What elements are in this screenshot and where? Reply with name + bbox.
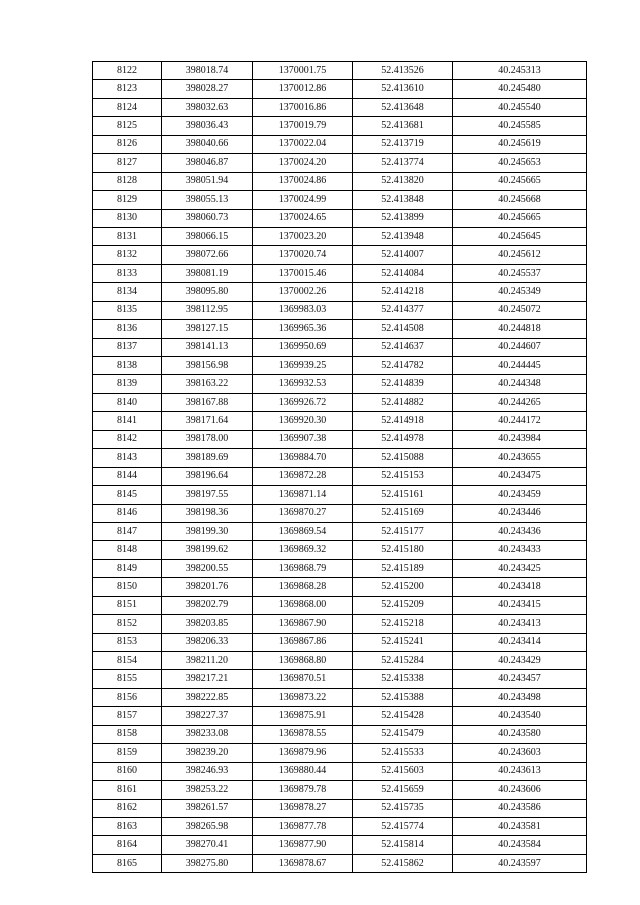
point-number-cell: 8128 — [93, 172, 162, 190]
table-row — [93, 172, 587, 190]
y-coordinate-cell: 1369878.55 — [253, 725, 353, 743]
point-number-cell: 8151 — [93, 596, 162, 614]
x-coordinate-cell: 398060.73 — [162, 209, 253, 227]
latitude-cell: 52.415177 — [353, 522, 453, 540]
y-coordinate-cell: 1370024.65 — [253, 209, 353, 227]
latitude-cell: 52.415189 — [353, 559, 453, 577]
latitude-cell: 52.413899 — [353, 209, 453, 227]
longitude-cell: 40.244818 — [453, 320, 587, 338]
table-row — [93, 98, 587, 116]
latitude-cell: 52.415180 — [353, 541, 453, 559]
longitude-cell: 40.244172 — [453, 412, 587, 430]
point-number-cell: 8156 — [93, 688, 162, 706]
point-number-cell: 8129 — [93, 191, 162, 209]
longitude-cell: 40.243597 — [453, 854, 587, 872]
point-number-cell: 8138 — [93, 357, 162, 375]
table-row — [93, 283, 587, 301]
y-coordinate-cell: 1369867.86 — [253, 633, 353, 651]
point-number-cell: 8165 — [93, 854, 162, 872]
point-number-cell: 8150 — [93, 578, 162, 596]
x-coordinate-cell: 398032.63 — [162, 98, 253, 116]
x-coordinate-cell: 398206.33 — [162, 633, 253, 651]
latitude-cell: 52.415169 — [353, 504, 453, 522]
x-coordinate-cell: 398211.20 — [162, 652, 253, 670]
longitude-cell: 40.244265 — [453, 393, 587, 411]
table-row — [93, 725, 587, 743]
y-coordinate-cell: 1369877.90 — [253, 836, 353, 854]
longitude-cell: 40.243415 — [453, 596, 587, 614]
y-coordinate-cell: 1369907.38 — [253, 430, 353, 448]
longitude-cell: 40.245612 — [453, 246, 587, 264]
point-number-cell: 8126 — [93, 135, 162, 153]
x-coordinate-cell: 398270.41 — [162, 836, 253, 854]
point-number-cell: 8154 — [93, 652, 162, 670]
longitude-cell: 40.243457 — [453, 670, 587, 688]
table-row — [93, 357, 587, 375]
latitude-cell: 52.415428 — [353, 707, 453, 725]
latitude-cell: 52.415088 — [353, 449, 453, 467]
latitude-cell: 52.413948 — [353, 227, 453, 245]
table-row — [93, 522, 587, 540]
y-coordinate-cell: 1369877.78 — [253, 817, 353, 835]
point-number-cell: 8158 — [93, 725, 162, 743]
y-coordinate-cell: 1369868.80 — [253, 652, 353, 670]
x-coordinate-cell: 398167.88 — [162, 393, 253, 411]
y-coordinate-cell: 1369868.79 — [253, 559, 353, 577]
y-coordinate-cell: 1369879.78 — [253, 781, 353, 799]
y-coordinate-cell: 1370001.75 — [253, 62, 353, 80]
x-coordinate-cell: 398199.30 — [162, 522, 253, 540]
latitude-cell: 52.415161 — [353, 486, 453, 504]
x-coordinate-cell: 398189.69 — [162, 449, 253, 467]
y-coordinate-cell: 1370024.99 — [253, 191, 353, 209]
y-coordinate-cell: 1370015.46 — [253, 264, 353, 282]
point-number-cell: 8140 — [93, 393, 162, 411]
x-coordinate-cell: 398156.98 — [162, 357, 253, 375]
latitude-cell: 52.415209 — [353, 596, 453, 614]
longitude-cell: 40.243446 — [453, 504, 587, 522]
latitude-cell: 52.415153 — [353, 467, 453, 485]
x-coordinate-cell: 398178.00 — [162, 430, 253, 448]
latitude-cell: 52.415814 — [353, 836, 453, 854]
longitude-cell: 40.243606 — [453, 781, 587, 799]
point-number-cell: 8144 — [93, 467, 162, 485]
point-number-cell: 8125 — [93, 117, 162, 135]
longitude-cell: 40.245072 — [453, 301, 587, 319]
latitude-cell: 52.414377 — [353, 301, 453, 319]
y-coordinate-cell: 1369870.27 — [253, 504, 353, 522]
table-row — [93, 467, 587, 485]
x-coordinate-cell: 398253.22 — [162, 781, 253, 799]
latitude-cell: 52.413610 — [353, 80, 453, 98]
longitude-cell: 40.243613 — [453, 762, 587, 780]
y-coordinate-cell: 1369983.03 — [253, 301, 353, 319]
x-coordinate-cell: 398127.15 — [162, 320, 253, 338]
longitude-cell: 40.243586 — [453, 799, 587, 817]
table-row — [93, 652, 587, 670]
point-number-cell: 8145 — [93, 486, 162, 504]
y-coordinate-cell: 1369939.25 — [253, 357, 353, 375]
y-coordinate-cell: 1369869.32 — [253, 541, 353, 559]
y-coordinate-cell: 1369872.28 — [253, 467, 353, 485]
table-row — [93, 449, 587, 467]
longitude-cell: 40.245349 — [453, 283, 587, 301]
x-coordinate-cell: 398028.27 — [162, 80, 253, 98]
table-row — [93, 80, 587, 98]
point-number-cell: 8139 — [93, 375, 162, 393]
point-number-cell: 8123 — [93, 80, 162, 98]
point-number-cell: 8143 — [93, 449, 162, 467]
table-row — [93, 781, 587, 799]
longitude-cell: 40.243580 — [453, 725, 587, 743]
point-number-cell: 8137 — [93, 338, 162, 356]
table-row — [93, 670, 587, 688]
x-coordinate-cell: 398198.36 — [162, 504, 253, 522]
x-coordinate-cell: 398072.66 — [162, 246, 253, 264]
table-row — [93, 559, 587, 577]
y-coordinate-cell: 1369867.90 — [253, 615, 353, 633]
table-row — [93, 854, 587, 872]
latitude-cell: 52.414084 — [353, 264, 453, 282]
y-coordinate-cell: 1369875.91 — [253, 707, 353, 725]
latitude-cell: 52.415735 — [353, 799, 453, 817]
longitude-cell: 40.244348 — [453, 375, 587, 393]
point-number-cell: 8122 — [93, 62, 162, 80]
table-row — [93, 799, 587, 817]
latitude-cell: 52.413848 — [353, 191, 453, 209]
x-coordinate-cell: 398233.08 — [162, 725, 253, 743]
latitude-cell: 52.414782 — [353, 357, 453, 375]
latitude-cell: 52.414978 — [353, 430, 453, 448]
latitude-cell: 52.413681 — [353, 117, 453, 135]
x-coordinate-cell: 398201.76 — [162, 578, 253, 596]
x-coordinate-cell: 398018.74 — [162, 62, 253, 80]
x-coordinate-cell: 398200.55 — [162, 559, 253, 577]
longitude-cell: 40.243433 — [453, 541, 587, 559]
table-row — [93, 154, 587, 172]
latitude-cell: 52.414218 — [353, 283, 453, 301]
longitude-cell: 40.245665 — [453, 209, 587, 227]
latitude-cell: 52.414637 — [353, 338, 453, 356]
point-number-cell: 8130 — [93, 209, 162, 227]
x-coordinate-cell: 398261.57 — [162, 799, 253, 817]
longitude-cell: 40.243540 — [453, 707, 587, 725]
y-coordinate-cell: 1370022.04 — [253, 135, 353, 153]
latitude-cell: 52.415479 — [353, 725, 453, 743]
longitude-cell: 40.245653 — [453, 154, 587, 172]
longitude-cell: 40.243498 — [453, 688, 587, 706]
latitude-cell: 52.414882 — [353, 393, 453, 411]
x-coordinate-cell: 398036.43 — [162, 117, 253, 135]
x-coordinate-cell: 398040.66 — [162, 135, 253, 153]
longitude-cell: 40.245480 — [453, 80, 587, 98]
y-coordinate-cell: 1370023.20 — [253, 227, 353, 245]
latitude-cell: 52.413648 — [353, 98, 453, 116]
longitude-cell: 40.245537 — [453, 264, 587, 282]
x-coordinate-cell: 398275.80 — [162, 854, 253, 872]
table-row — [93, 578, 587, 596]
y-coordinate-cell: 1369926.72 — [253, 393, 353, 411]
point-number-cell: 8152 — [93, 615, 162, 633]
longitude-cell: 40.243418 — [453, 578, 587, 596]
latitude-cell: 52.414007 — [353, 246, 453, 264]
longitude-cell: 40.243414 — [453, 633, 587, 651]
latitude-cell: 52.414918 — [353, 412, 453, 430]
y-coordinate-cell: 1370024.86 — [253, 172, 353, 190]
table-row — [93, 744, 587, 762]
table-row — [93, 191, 587, 209]
y-coordinate-cell: 1369878.27 — [253, 799, 353, 817]
latitude-cell: 52.415200 — [353, 578, 453, 596]
y-coordinate-cell: 1369868.28 — [253, 578, 353, 596]
longitude-cell: 40.243655 — [453, 449, 587, 467]
y-coordinate-cell: 1369880.44 — [253, 762, 353, 780]
table-row — [93, 375, 587, 393]
table-row — [93, 320, 587, 338]
point-number-cell: 8132 — [93, 246, 162, 264]
x-coordinate-cell: 398203.85 — [162, 615, 253, 633]
longitude-cell: 40.243603 — [453, 744, 587, 762]
latitude-cell: 52.415284 — [353, 652, 453, 670]
table-row — [93, 817, 587, 835]
y-coordinate-cell: 1369871.14 — [253, 486, 353, 504]
longitude-cell: 40.243425 — [453, 559, 587, 577]
x-coordinate-cell: 398055.13 — [162, 191, 253, 209]
table-row — [93, 227, 587, 245]
longitude-cell: 40.243984 — [453, 430, 587, 448]
point-number-cell: 8133 — [93, 264, 162, 282]
x-coordinate-cell: 398222.85 — [162, 688, 253, 706]
latitude-cell: 52.413820 — [353, 172, 453, 190]
longitude-cell: 40.245645 — [453, 227, 587, 245]
y-coordinate-cell: 1369932.53 — [253, 375, 353, 393]
x-coordinate-cell: 398112.95 — [162, 301, 253, 319]
point-number-cell: 8161 — [93, 781, 162, 799]
longitude-cell: 40.243413 — [453, 615, 587, 633]
latitude-cell: 52.413774 — [353, 154, 453, 172]
y-coordinate-cell: 1370024.20 — [253, 154, 353, 172]
x-coordinate-cell: 398081.19 — [162, 264, 253, 282]
point-number-cell: 8148 — [93, 541, 162, 559]
point-number-cell: 8131 — [93, 227, 162, 245]
y-coordinate-cell: 1369870.51 — [253, 670, 353, 688]
coordinates-table-body — [93, 62, 587, 873]
longitude-cell: 40.243584 — [453, 836, 587, 854]
longitude-cell: 40.245668 — [453, 191, 587, 209]
point-number-cell: 8164 — [93, 836, 162, 854]
y-coordinate-cell: 1369873.22 — [253, 688, 353, 706]
y-coordinate-cell: 1369920.30 — [253, 412, 353, 430]
latitude-cell: 52.414839 — [353, 375, 453, 393]
x-coordinate-cell: 398163.22 — [162, 375, 253, 393]
x-coordinate-cell: 398199.62 — [162, 541, 253, 559]
point-number-cell: 8136 — [93, 320, 162, 338]
point-number-cell: 8153 — [93, 633, 162, 651]
point-number-cell: 8149 — [93, 559, 162, 577]
point-number-cell: 8142 — [93, 430, 162, 448]
table-row — [93, 338, 587, 356]
x-coordinate-cell: 398196.64 — [162, 467, 253, 485]
table-row — [93, 264, 587, 282]
longitude-cell: 40.243436 — [453, 522, 587, 540]
y-coordinate-cell: 1370016.86 — [253, 98, 353, 116]
latitude-cell: 52.415862 — [353, 854, 453, 872]
table-row — [93, 615, 587, 633]
x-coordinate-cell: 398202.79 — [162, 596, 253, 614]
table-row — [93, 688, 587, 706]
table-row — [93, 301, 587, 319]
x-coordinate-cell: 398171.64 — [162, 412, 253, 430]
latitude-cell: 52.414508 — [353, 320, 453, 338]
point-number-cell: 8141 — [93, 412, 162, 430]
y-coordinate-cell: 1369869.54 — [253, 522, 353, 540]
point-number-cell: 8159 — [93, 744, 162, 762]
y-coordinate-cell: 1369878.67 — [253, 854, 353, 872]
table-row — [93, 246, 587, 264]
table-row — [93, 209, 587, 227]
table-row — [93, 135, 587, 153]
latitude-cell: 52.413719 — [353, 135, 453, 153]
latitude-cell: 52.415603 — [353, 762, 453, 780]
point-number-cell: 8147 — [93, 522, 162, 540]
longitude-cell: 40.245665 — [453, 172, 587, 190]
longitude-cell: 40.245619 — [453, 135, 587, 153]
y-coordinate-cell: 1369965.36 — [253, 320, 353, 338]
table-row — [93, 504, 587, 522]
x-coordinate-cell: 398246.93 — [162, 762, 253, 780]
x-coordinate-cell: 398239.20 — [162, 744, 253, 762]
table-row — [93, 707, 587, 725]
point-number-cell: 8134 — [93, 283, 162, 301]
latitude-cell: 52.415388 — [353, 688, 453, 706]
x-coordinate-cell: 398095.80 — [162, 283, 253, 301]
x-coordinate-cell: 398217.21 — [162, 670, 253, 688]
table-row — [93, 393, 587, 411]
longitude-cell: 40.244445 — [453, 357, 587, 375]
longitude-cell: 40.243581 — [453, 817, 587, 835]
longitude-cell: 40.243475 — [453, 467, 587, 485]
x-coordinate-cell: 398141.13 — [162, 338, 253, 356]
table-row — [93, 836, 587, 854]
latitude-cell: 52.415338 — [353, 670, 453, 688]
latitude-cell: 52.415218 — [353, 615, 453, 633]
table-row — [93, 117, 587, 135]
table-row — [93, 762, 587, 780]
longitude-cell: 40.243429 — [453, 652, 587, 670]
longitude-cell: 40.245585 — [453, 117, 587, 135]
longitude-cell: 40.245313 — [453, 62, 587, 80]
x-coordinate-cell: 398265.98 — [162, 817, 253, 835]
table-row — [93, 62, 587, 80]
point-number-cell: 8146 — [93, 504, 162, 522]
point-number-cell: 8157 — [93, 707, 162, 725]
y-coordinate-cell: 1370012.86 — [253, 80, 353, 98]
x-coordinate-cell: 398197.55 — [162, 486, 253, 504]
longitude-cell: 40.245540 — [453, 98, 587, 116]
latitude-cell: 52.413526 — [353, 62, 453, 80]
point-number-cell: 8160 — [93, 762, 162, 780]
y-coordinate-cell: 1369950.69 — [253, 338, 353, 356]
point-number-cell: 8135 — [93, 301, 162, 319]
y-coordinate-cell: 1370002.26 — [253, 283, 353, 301]
latitude-cell: 52.415533 — [353, 744, 453, 762]
point-number-cell: 8163 — [93, 817, 162, 835]
y-coordinate-cell: 1369868.00 — [253, 596, 353, 614]
x-coordinate-cell: 398227.37 — [162, 707, 253, 725]
latitude-cell: 52.415659 — [353, 781, 453, 799]
point-number-cell: 8127 — [93, 154, 162, 172]
table-row — [93, 541, 587, 559]
table-row — [93, 596, 587, 614]
latitude-cell: 52.415774 — [353, 817, 453, 835]
point-number-cell: 8124 — [93, 98, 162, 116]
table-row — [93, 430, 587, 448]
point-number-cell: 8162 — [93, 799, 162, 817]
y-coordinate-cell: 1370020.74 — [253, 246, 353, 264]
coordinates-table — [92, 61, 587, 873]
table-row — [93, 412, 587, 430]
longitude-cell: 40.244607 — [453, 338, 587, 356]
longitude-cell: 40.243459 — [453, 486, 587, 504]
point-number-cell: 8155 — [93, 670, 162, 688]
x-coordinate-cell: 398046.87 — [162, 154, 253, 172]
y-coordinate-cell: 1369884.70 — [253, 449, 353, 467]
y-coordinate-cell: 1370019.79 — [253, 117, 353, 135]
latitude-cell: 52.415241 — [353, 633, 453, 651]
y-coordinate-cell: 1369879.96 — [253, 744, 353, 762]
table-row — [93, 486, 587, 504]
x-coordinate-cell: 398066.15 — [162, 227, 253, 245]
table-row — [93, 633, 587, 651]
x-coordinate-cell: 398051.94 — [162, 172, 253, 190]
